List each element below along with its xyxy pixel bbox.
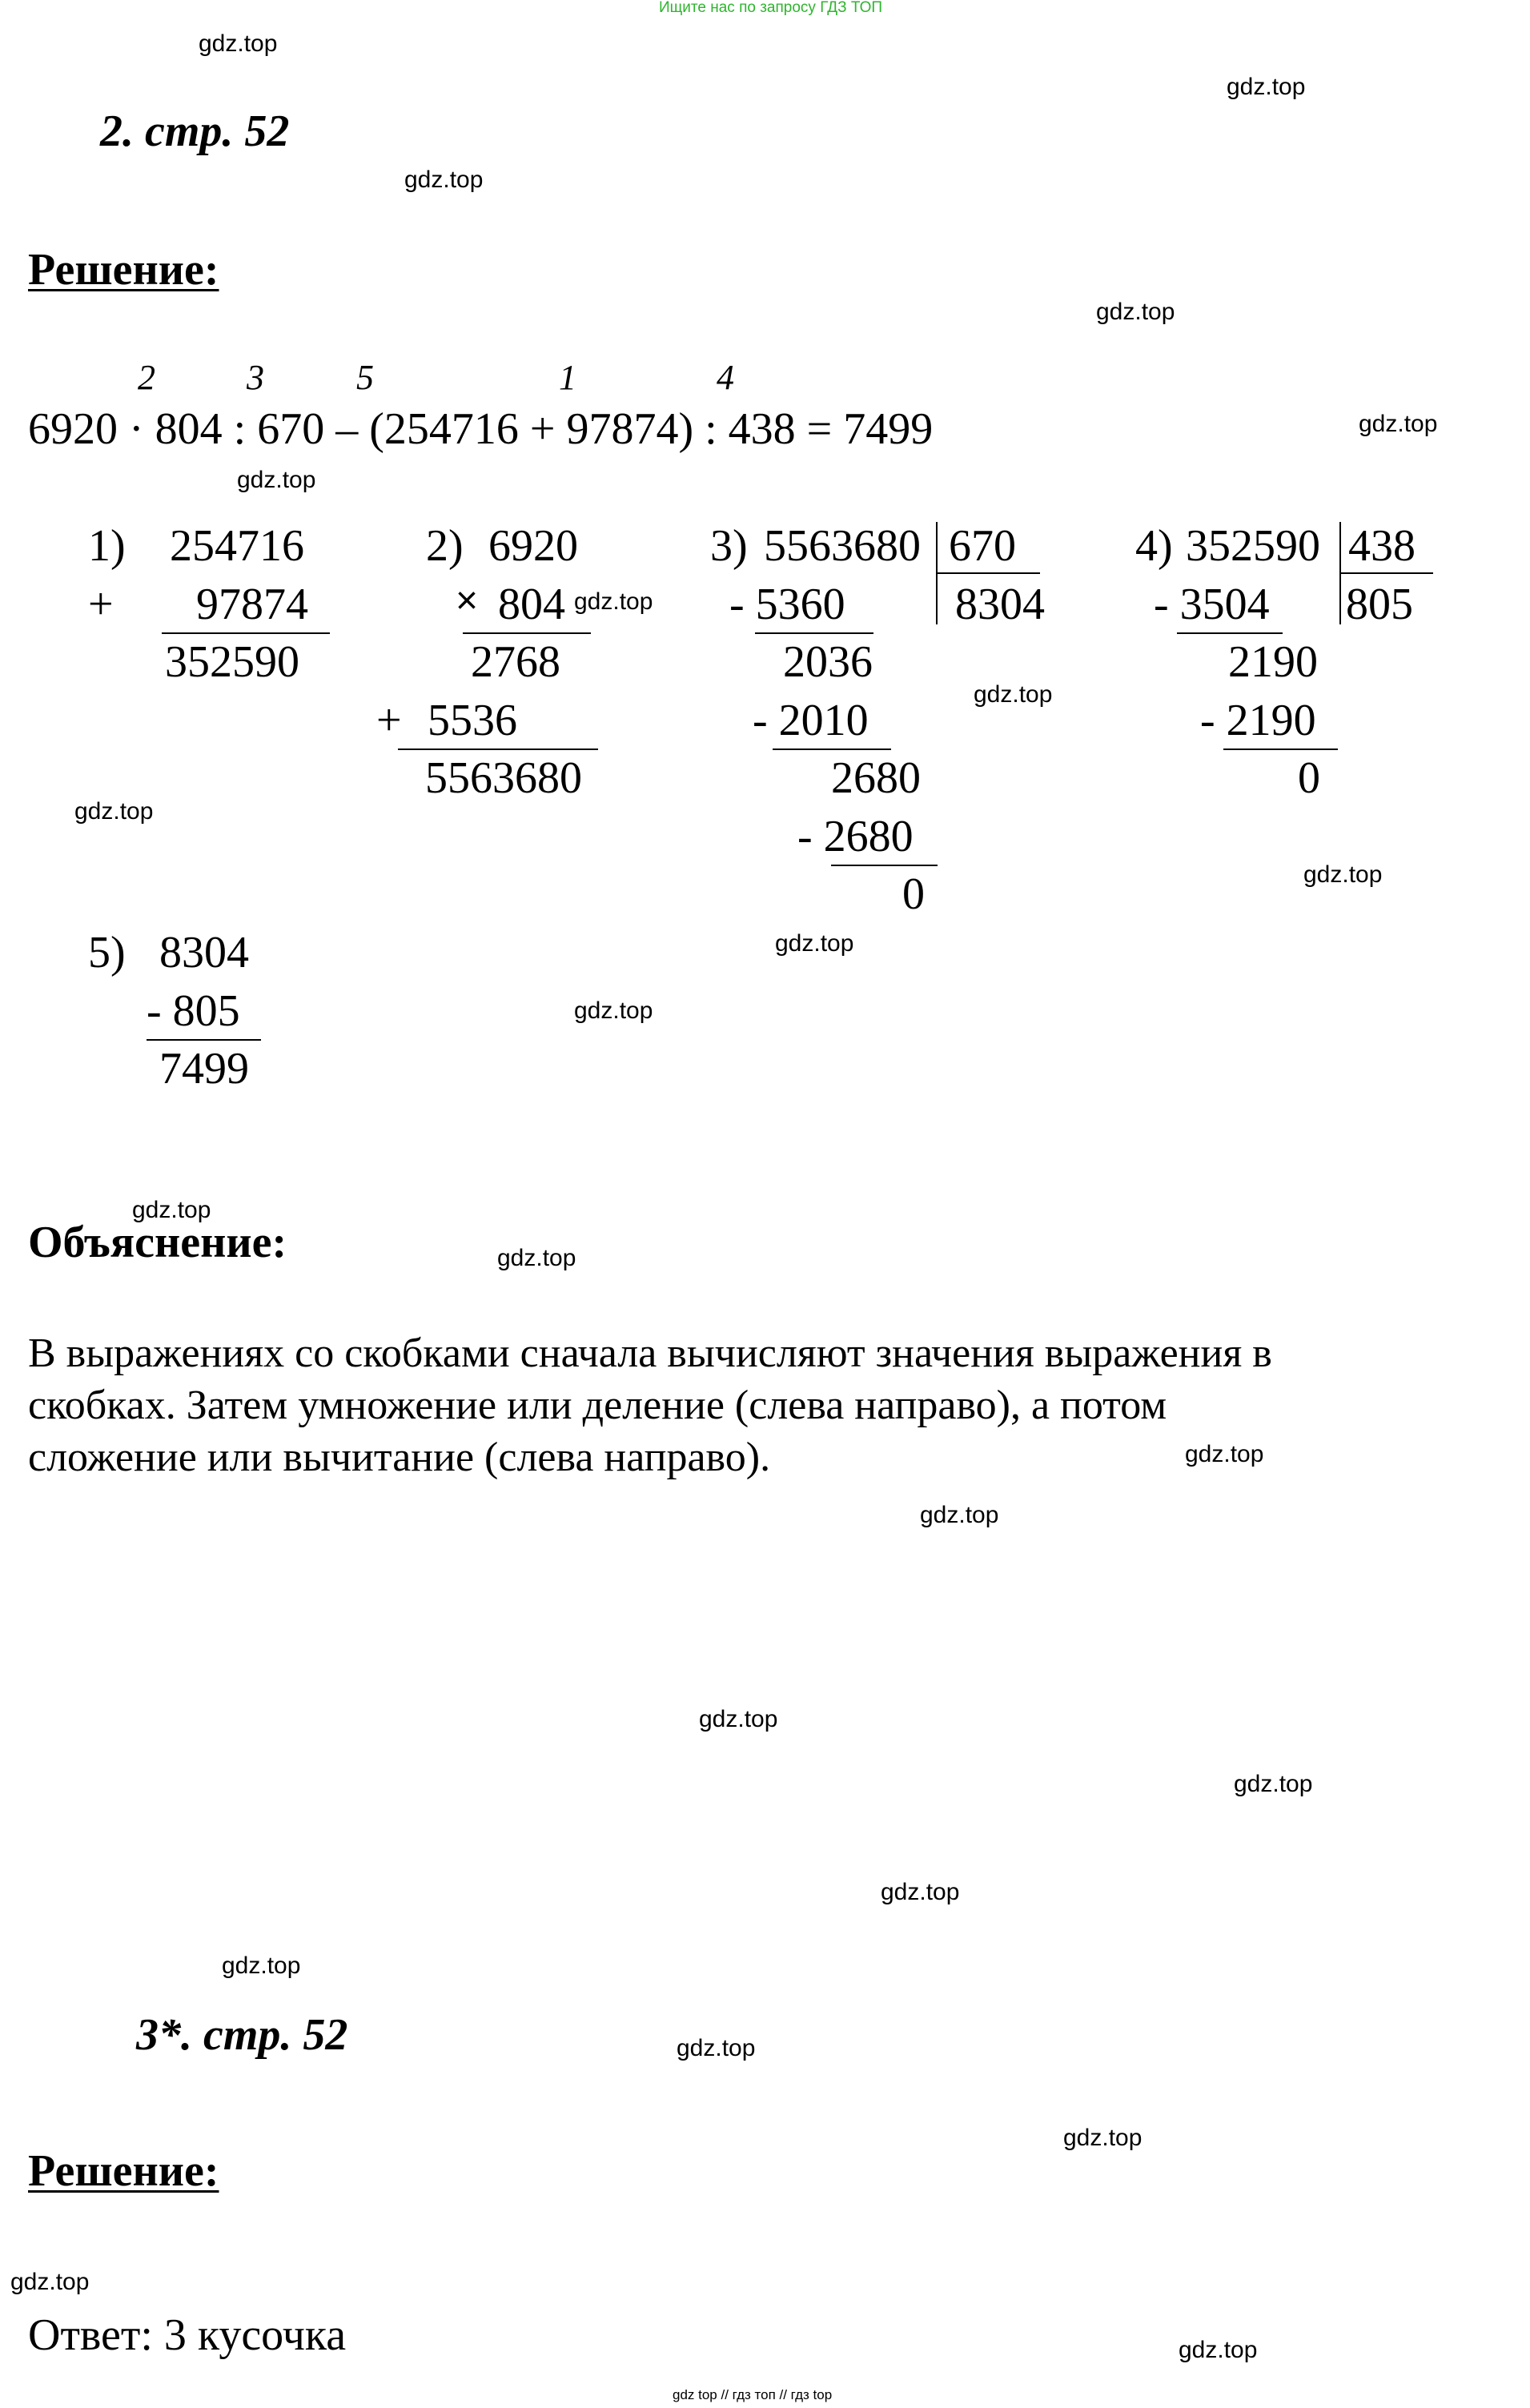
step-1-addend-a: 254716 [170, 521, 304, 571]
watermark: gdz.top [132, 1197, 211, 1223]
step-2-factor-b: 804 [498, 580, 565, 629]
explanation-line: скобках. Затем умножение или деление (слева направо), а потом [28, 1383, 1167, 1428]
step-2-factor-a: 6920 [488, 521, 578, 571]
step-4-divisor: 438 [1348, 521, 1416, 571]
step-4-line [1223, 748, 1338, 750]
step-1-addend-b: 97874 [196, 580, 308, 629]
step-3-divisor: 670 [949, 521, 1016, 571]
answer: Ответ: 3 кусочка [28, 2310, 347, 2360]
step-5-minuend: 8304 [159, 928, 249, 977]
task-2-title: 2. стр. 52 [100, 106, 290, 156]
step-1-operator: + [88, 580, 114, 629]
watermark: gdz.top [574, 588, 653, 615]
watermark: gdz.top [1179, 2337, 1258, 2363]
watermark: gdz.top [1096, 299, 1175, 325]
step-4-remainder-2: 0 [1298, 753, 1320, 803]
step-3-label: 3) [710, 521, 748, 571]
step-3-line [773, 748, 891, 750]
step-4-label: 4) [1135, 521, 1173, 571]
step-1-label: 1) [88, 521, 126, 571]
step-3-divisor-line [936, 572, 1040, 574]
watermark: gdz.top [574, 997, 653, 1024]
step-3-subtract-2: - 2010 [753, 696, 869, 745]
step-4-remainder-1: 2190 [1228, 637, 1318, 687]
step-3-remainder-1: 2036 [783, 637, 873, 687]
watermark: gdz.top [1227, 74, 1306, 100]
step-4-divisor-line [1339, 572, 1433, 574]
step-4-dividend: 352590 [1186, 521, 1320, 571]
step-1-line [162, 632, 330, 634]
solution-heading: Решение: [28, 245, 219, 295]
step-4-line [1177, 632, 1283, 634]
step-2-result: 5563680 [425, 753, 582, 803]
solution-heading: Решение: [28, 2146, 219, 2196]
step-3-line [755, 632, 873, 634]
step-2-partial-1: 2768 [471, 637, 560, 687]
step-2-line [398, 748, 598, 750]
watermark: gdz.top [1234, 1771, 1313, 1797]
watermark: gdz.top [699, 1706, 778, 1732]
step-1-result: 352590 [165, 637, 299, 687]
explanation-line: В выражениях со скобками сначала вычисляют значения выражения в [28, 1330, 1272, 1376]
watermark: gdz.top [775, 930, 854, 957]
main-expression: 6920 · 804 : 670 – (254716 + 97874) : 438 = 7499 [28, 404, 934, 454]
watermark: gdz.top [881, 1879, 960, 1905]
top-banner: Ищите нас по запросу ГДЗ ТОП [659, 0, 883, 16]
watermark: gdz.top [199, 30, 278, 57]
order-mark: 5 [356, 358, 374, 397]
watermark: gdz.top [10, 2269, 90, 2295]
step-3-quotient: 8304 [955, 580, 1045, 629]
step-4-quotient: 805 [1346, 580, 1413, 629]
step-2-partial-2: 5536 [428, 696, 517, 745]
step-2-label: 2) [426, 521, 464, 571]
order-mark: 2 [138, 358, 155, 397]
watermark: gdz.top [237, 467, 316, 493]
step-2-line [463, 632, 591, 634]
step-5-subtrahend: - 805 [147, 986, 240, 1036]
order-mark: 3 [247, 358, 264, 397]
step-3-line [831, 865, 938, 866]
watermark: gdz.top [974, 681, 1053, 708]
watermark: gdz.top [1303, 861, 1383, 888]
watermark: gdz.top [1063, 2125, 1142, 2151]
step-3-remainder-3: 0 [902, 869, 925, 919]
step-5-line [147, 1039, 261, 1041]
watermark: gdz.top [404, 167, 484, 193]
explanation-heading: Объяснение: [28, 1218, 287, 1267]
step-3-subtract-3: - 2680 [797, 812, 914, 861]
watermark: gdz.top [1185, 1441, 1264, 1467]
order-mark: 4 [717, 358, 734, 397]
step-4-subtract-1: - 3504 [1154, 580, 1270, 629]
task-3-title: 3*. стр. 52 [136, 2010, 348, 2060]
step-3-subtract-1: - 5360 [729, 580, 845, 629]
watermark: gdz.top [222, 1952, 301, 1979]
watermark: gdz.top [1359, 411, 1438, 437]
step-3-dividend: 5563680 [764, 521, 921, 571]
explanation-line: сложение или вычитание (слева направо). [28, 1435, 771, 1480]
step-2-plus: + [376, 696, 402, 745]
watermark: gdz.top [74, 798, 154, 825]
watermark: gdz.top [920, 1502, 999, 1528]
footer-links: gdz top // гдз топ // гдз top [673, 2387, 833, 2402]
step-5-label: 5) [88, 928, 126, 977]
step-3-remainder-2: 2680 [831, 753, 921, 803]
step-4-subtract-2: - 2190 [1200, 696, 1316, 745]
step-2-operator: × [456, 580, 479, 622]
order-mark: 1 [559, 358, 576, 397]
watermark: gdz.top [497, 1245, 576, 1271]
watermark: gdz.top [677, 2035, 756, 2061]
step-5-result: 7499 [159, 1044, 249, 1094]
